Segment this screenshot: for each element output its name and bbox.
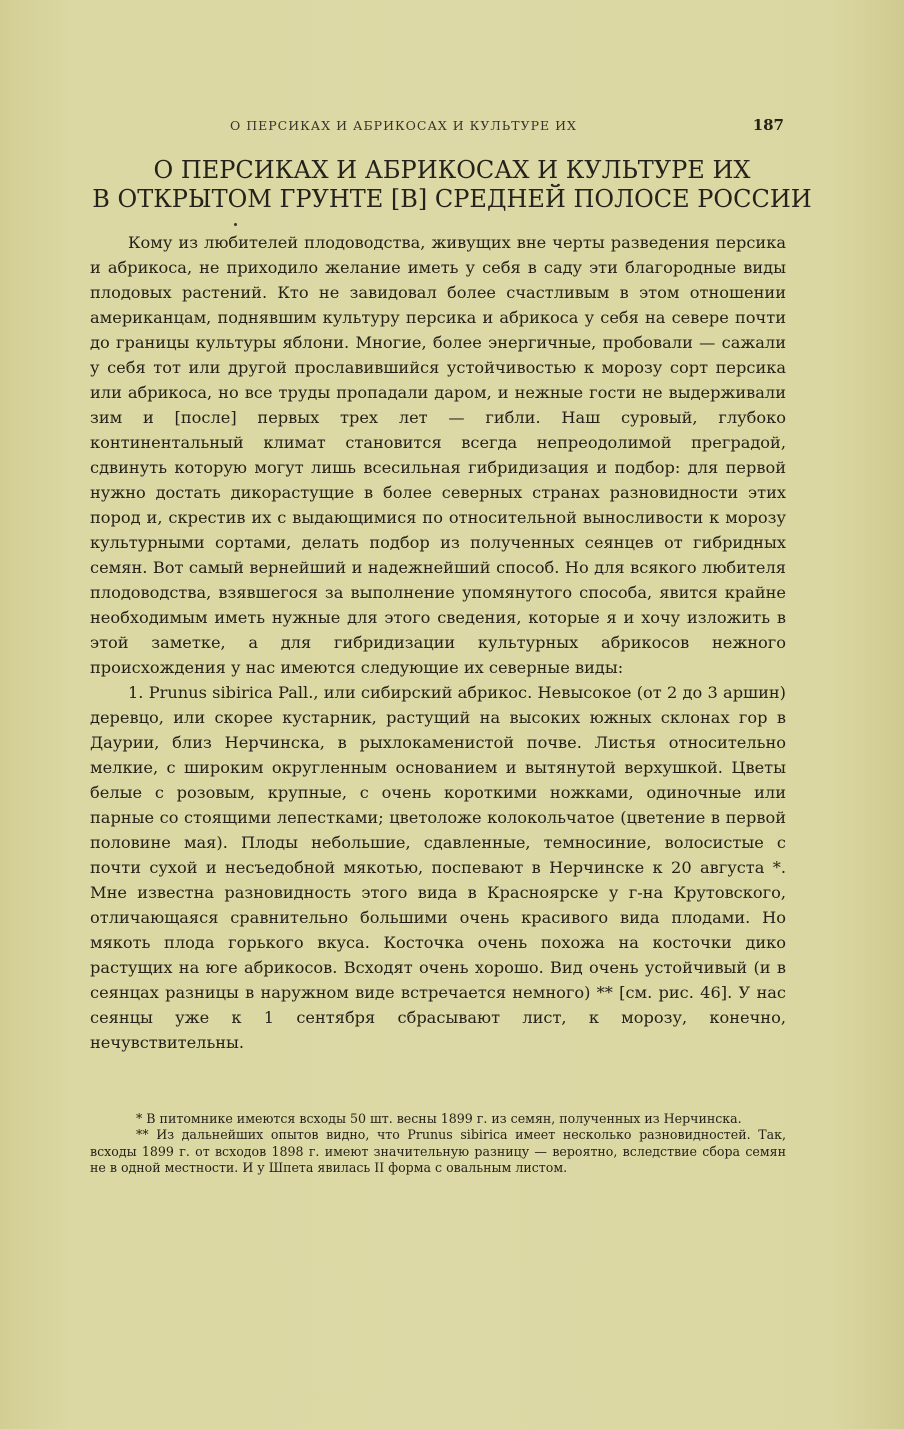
running-head <box>90 116 786 138</box>
paragraph-prunus-sibirica: 1. Prunus sibirica Pall., или сибирский абрикос. Невысокое (от 2 до 3 аршин) деревцо, или скорее кустарник, растущий на высоких южных склонах гор в Даурии, близ Нерчинска, в рыхлокаменистой почве. Листья относительно мелкие, с широким округленным основанием и вытянутой верхушкой. Цветы белые с розовым, крупные, с очень короткими ножками, одиночные или парные со стоящими лепестками; цветоложе колокольчатое (цветение в первой половине мая). Плоды небольшие, сдавленные, темносиние, волосистые с почти сухой и несъедобной мякотью, поспевают в Нерчинске к 20 августа *. Мне известна разновидность этого вида в Красноярске у г-на Крутовского, отличающаяся сравнительно большими очень красивого вида плодами. Но мякоть плода горького вкуса. Косточка очень похожа на косточки дико растущих на юге абрикосов. Всходят очень хорошо. Вид очень устойчивый (и в сеянцах разницы в наружном виде встречается немного) ** [см. рис. 46]. У нас сеянцы уже к 1 сентября сбрасывают лист, к морозу, конечно, нечувствительны. <box>90 683 786 1052</box>
article-title <box>72 156 832 214</box>
running-title: О ПЕРСИКАХ И АБРИКОСАХ И КУЛЬТУРЕ ИХ <box>230 118 577 133</box>
footnote-2: ** Из дальнейших опытов видно, что Prunus sibirica имеет несколько разновидностей. Так, всходы 1899 г. от всходов 1898 г. имеют значительную разницу — вероятно, вследствие сбора семян не в одной местности. И у Шпета явилась II форма с овальным листом. <box>90 1127 786 1175</box>
footnotes <box>90 1111 786 1176</box>
page-number: 187 <box>752 116 784 134</box>
article-body <box>90 230 786 1055</box>
article-title-line-2: В ОТКРЫТОМ ГРУНТЕ [В] СРЕДНЕЙ ПОЛОСЕ РОССИИ <box>92 185 812 213</box>
paragraph-intro: Кому из любителей плодоводства, живущих вне черты разведения персика и абрикоса, не приходило желание иметь у себя в саду эти благородные виды плодовых растений. Кто не завидовал более счастливым в этом отношении американцам, поднявшим культуру персика и абрикоса у себя на севере почти до границы культуры яблони. Многие, более энергичные, пробовали — сажали у себя тот или другой прославившийся устойчивостью к морозу сорт персика или абрикоса, но все труды пропадали даром, и нежные гости не выдерживали зим и [после] первых трех лет — гибли. Наш суровый, глубоко континентальный климат становится всегда непреодолимой преградой, сдвинуть которую могут лишь всесильная гибридизация и подбор: для первой нужно достать дикорастущие в более северных странах разновидности этих пород и, скрестив их с выдающимися по относительной выносливости к морозу культурными сортами, делать подбор из полученных сеянцев от гибридных семян. Вот самый вернейший и надежнейший способ. Но для всякого любителя плодоводства, взявшегося за выполнение упомянутого способа, явится крайне необходимым иметь нужные для этого сведения, которые я и хочу изложить в этой заметке, а для гибридизации культурных абрикосов нежного происхождения у нас имеются следующие их северные виды: <box>90 233 786 677</box>
footnote-1: * В питомнике имеются всходы 50 шт. весны 1899 г. из семян, полученных из Нерчинска. <box>136 1111 742 1126</box>
article-title-line-1: О ПЕРСИКАХ И АБРИКОСАХ И КУЛЬТУРЕ ИХ <box>153 156 751 184</box>
ink-speck <box>234 223 237 226</box>
